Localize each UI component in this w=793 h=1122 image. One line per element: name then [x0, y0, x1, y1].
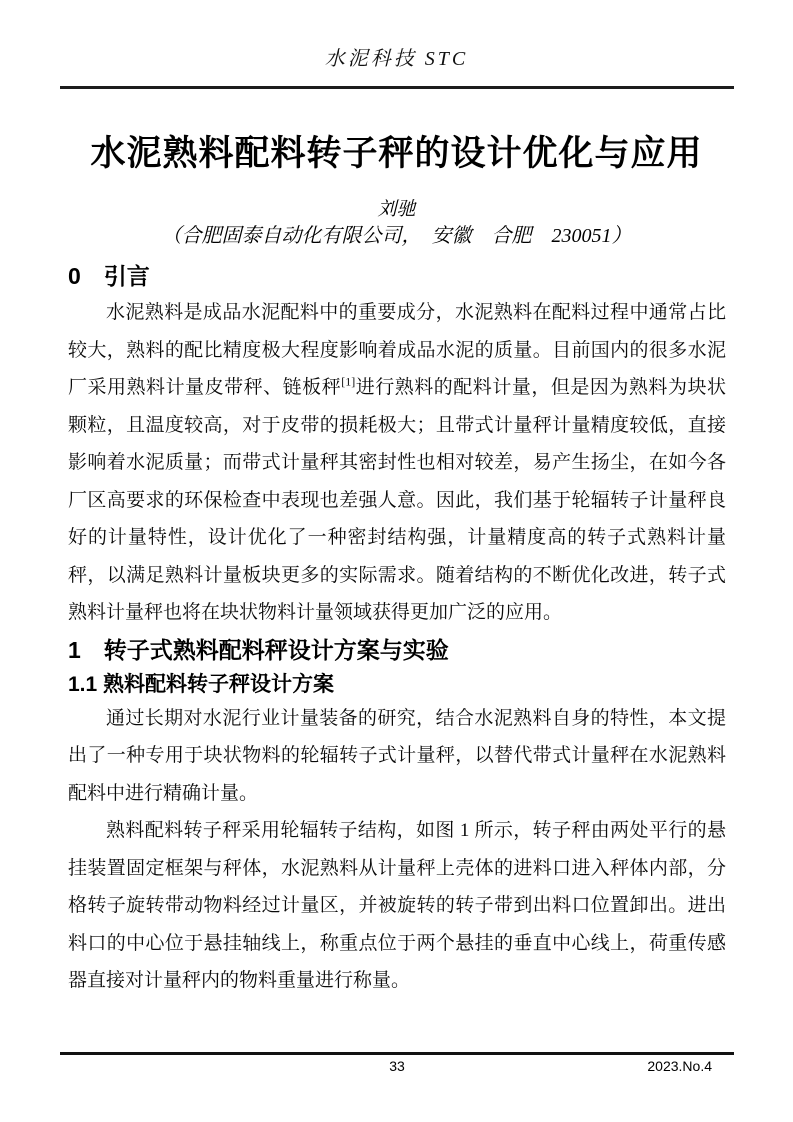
issue-label: 2023.No.4	[647, 1058, 712, 1074]
paragraph-design-proposal: 通过长期对水泥行业计量装备的研究，结合水泥熟料自身的特性，本文提出了一种专用于块状物料的轮辐转子式计量秤，以替代带式计量秤在水泥熟料配料中进行精确计量。	[68, 707, 726, 804]
author-affiliation: （合肥固泰自动化有限公司， 安徽 合肥 230051）	[161, 225, 632, 247]
journal-name: 水泥科技 STC	[324, 48, 469, 70]
paragraph-structure-description: 熟料配料转子秤采用轮辐转子结构，如图 1 所示，转子秤由两处平行的悬挂装置固定框架与秤体，水泥熟料从计量秤上壳体的进料口进入秤体内部，分格转子旋转带动物料经过计量区，并被旋转的转子带到出料口位置卸出。进出料口的中心位于悬挂轴线上，称重点位于两个悬挂的垂直中心线上，荷重传感器直接对计量秤内的物料重量进行称量。	[68, 820, 726, 991]
article-title: 水泥熟料配料转子秤的设计优化与应用	[90, 134, 703, 173]
section-heading-1-design: 1 转子式熟料配料秤设计方案与实验	[68, 636, 449, 663]
section-heading-1-1-scheme: 1.1 熟料配料转子秤设计方案	[68, 672, 335, 696]
citation-ref: [1]	[341, 374, 356, 389]
page-number: 33	[389, 1058, 405, 1074]
header-rule	[60, 86, 734, 89]
journal-header	[0, 0, 793, 89]
page-footer	[60, 1052, 734, 1092]
author-name: 刘驰	[377, 199, 416, 220]
footer-rule	[60, 1052, 734, 1055]
paragraph-intro: 水泥熟料是成品水泥配料中的重要成分，水泥熟料在配料过程中通常占比较大，熟料的配比精度极大程度影响着成品水泥的质量。目前国内的很多水泥厂采用熟料计量皮带秤、链板秤[1]进行熟料的配料计量，但是因为熟料为块状颗粒，且温度较高，对于皮带的损耗极大；且带式计量秤计量精度较低，直接影响着水泥质量；而带式计量秤其密封性也相对较差，易产生扬尘，在如今各厂区高要求的环保检查中表现也差强人意。因此，我们基于轮辐转子计量秤良好的计量特性，设计优化了一种密封结构强，计量精度高的转子式熟料计量秤，以满足熟料计量板块更多的实际需求。随着结构的不断优化改进，转子式熟料计量秤也将在块状物料计量领域获得更加广泛的应用。	[68, 302, 726, 623]
section-heading-0-intro: 0 引言	[68, 263, 150, 289]
article-body	[0, 262, 793, 1000]
